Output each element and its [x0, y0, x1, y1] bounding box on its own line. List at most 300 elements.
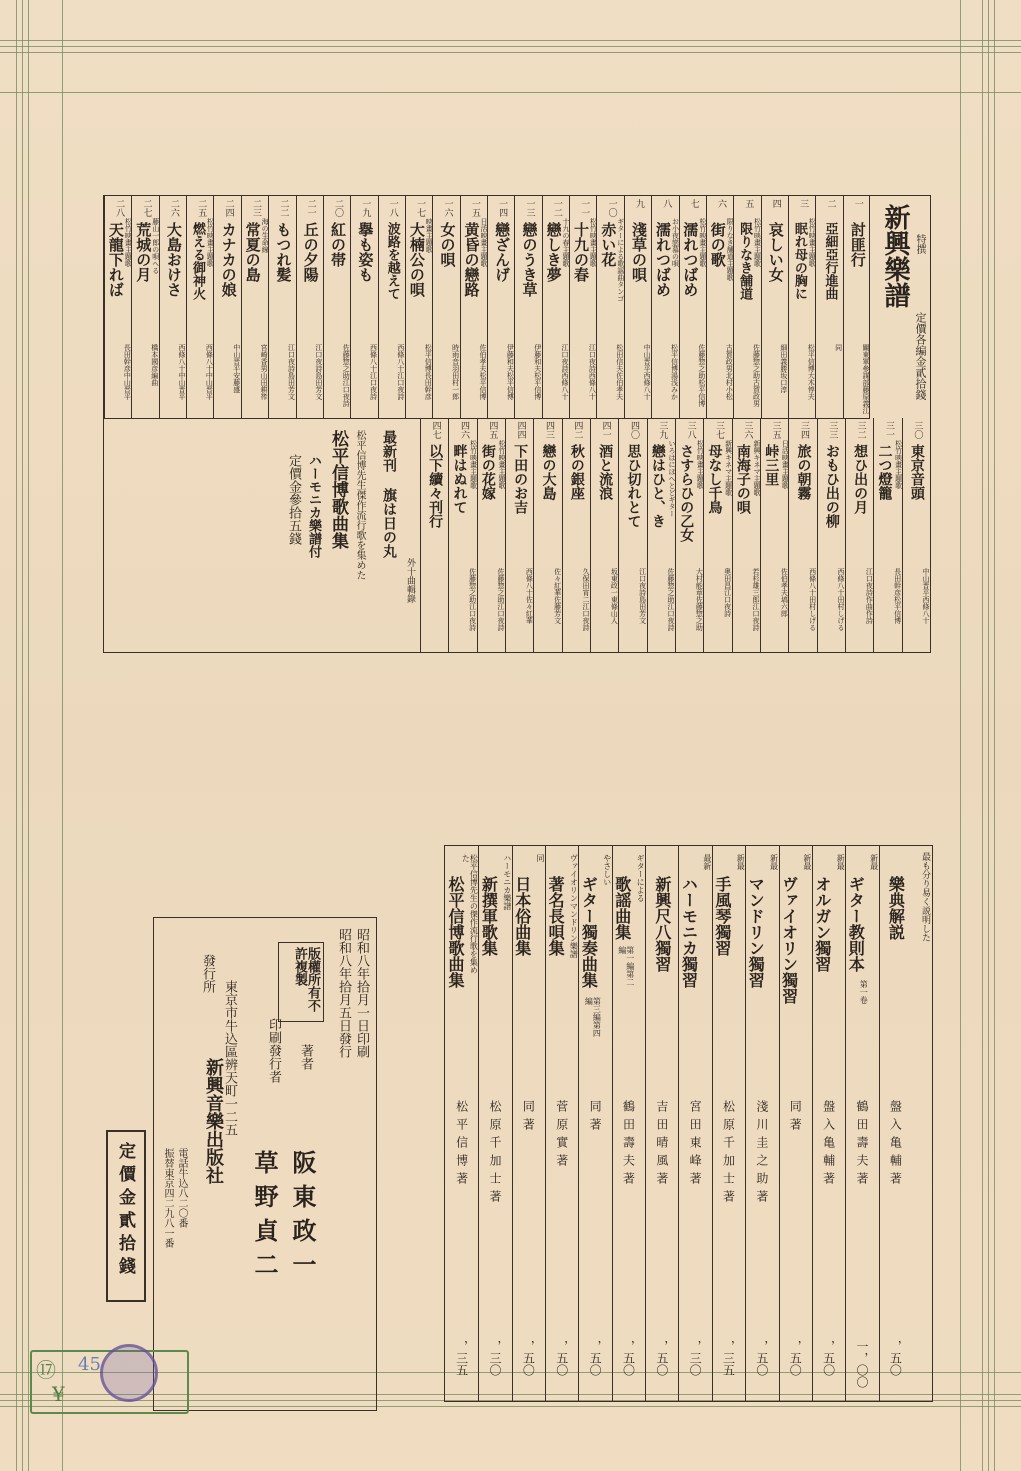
item-author: 江口夜詩島田芳文 [638, 568, 647, 624]
catalog-upper-row [104, 196, 870, 419]
item-author: 江口夜詩島田芳文 [314, 344, 323, 400]
item-number: 二六 [168, 199, 179, 217]
book-volume: 第三編第四編 [584, 997, 602, 1037]
book-label: ギターによる [636, 854, 646, 902]
book-price: ，三五 [454, 1340, 469, 1376]
item-number: 五 [743, 199, 754, 208]
item-number: 三五 [770, 421, 781, 439]
item-title: 哀しい女 [766, 222, 785, 282]
item-number: 四二 [572, 421, 583, 439]
item-author: 宮崎香男山田耕筰 [260, 344, 269, 400]
catalog-item [732, 418, 761, 652]
item-number: 二八 [114, 199, 125, 217]
item-number: 四七 [430, 421, 441, 439]
stamp-seal [100, 1344, 158, 1402]
collection-sub: 松平信博先生傑作流行歌を集めた [354, 430, 365, 580]
catalog-item [378, 196, 406, 418]
catalog-item [432, 196, 460, 418]
book-label: 新最 [736, 854, 746, 870]
item-number: 四六 [458, 421, 469, 439]
item-title: 荒城の月 [134, 222, 153, 282]
catalog-item [706, 196, 734, 418]
item-title: 擧も姿も [356, 222, 375, 282]
item-author: 西條八十佐々紅華 [525, 568, 534, 624]
book-price: ，五〇 [888, 1340, 903, 1376]
book-title: 歌謡曲集 [612, 876, 632, 940]
item-title: 街の花嫁 [479, 444, 496, 500]
book-title: ヴァイオリン獨習 [779, 876, 799, 1004]
collection-price: 定價金參拾五錢 [286, 454, 301, 545]
border-rule [982, 0, 983, 1471]
item-number: 四 [770, 199, 781, 208]
catalog-item [815, 196, 843, 418]
book-author: 盤入亀輔著 [821, 1100, 836, 1190]
item-title: 限りなき舗道 [737, 222, 753, 300]
item-author: 細田義勝坂口淳 [779, 344, 788, 393]
item-title: 秋の銀座 [568, 444, 585, 500]
item-author: 中山晋平西條八十 [643, 344, 652, 400]
book-price: ，五〇 [621, 1340, 636, 1376]
item-author: 佐藤惣之助江口夜詩 [496, 568, 505, 631]
item-number: 一 [852, 199, 863, 208]
item-subtitle: 日活映畫主題歌 [479, 218, 488, 267]
item-subtitle: 松竹映畫主題歌 [696, 440, 705, 489]
catalog-panel [103, 195, 931, 653]
item-author: 佐藤惣之助江口夜詩 [342, 344, 351, 407]
item-author: 大村能章佐藤惣之助 [695, 568, 704, 631]
item-title: 想ひ出の月 [852, 444, 869, 514]
item-title: 旅の朝霧 [795, 444, 812, 500]
item-subtitle: ギターによる歌謡曲タンゴ [616, 218, 625, 302]
catalog-item [505, 418, 534, 652]
book-title: マンドリン獨習 [746, 876, 766, 988]
book-label: 新最 [869, 854, 879, 870]
item-title: 討匪行 [848, 222, 867, 267]
book-author: 松原千加士著 [721, 1100, 736, 1208]
catalog-item [159, 196, 187, 418]
book-price: ，五〇 [788, 1340, 803, 1376]
item-title: 常夏の島 [243, 222, 262, 282]
catalog-item [104, 196, 132, 418]
border-rule [0, 52, 1021, 53]
item-title: 東京音頭 [908, 444, 925, 500]
book-price: ，五〇 [521, 1340, 536, 1376]
item-number: 四三 [543, 421, 554, 439]
item-number: 一六 [442, 199, 453, 217]
item-number: 四一 [600, 421, 611, 439]
book-label: 新最 [769, 854, 779, 870]
book-row [845, 846, 879, 1401]
item-number: 三九 [657, 421, 668, 439]
item-subtitle: 松竹映畫主題歌 [698, 218, 707, 267]
item-number: 一一 [579, 199, 590, 217]
border-rule [22, 0, 23, 1471]
book-author: 同著 [521, 1100, 536, 1136]
item-author: 西條八十江口夜詩 [369, 344, 378, 400]
catalog-item [651, 196, 679, 418]
book-row [812, 846, 846, 1401]
catalog-item [843, 196, 871, 418]
printer-name: 草野貞二 [250, 1150, 279, 1286]
item-author: 松平信博大木惇夫 [807, 344, 816, 400]
item-title: 赤い花 [599, 222, 618, 267]
item-author: 松田信夫佐伯孝夫 [615, 344, 624, 400]
item-title: 戀ざんげ [493, 222, 512, 282]
item-number: 三〇 [912, 421, 923, 439]
item-title: 以下續々刊行 [427, 444, 444, 528]
border-rule [988, 0, 989, 1471]
catalog-title-block [869, 196, 930, 418]
item-author: 關東軍參謀部藤原義江 [861, 344, 870, 414]
item-title: 淺草の唄 [629, 222, 648, 282]
item-author: 奥田昌江口夜詩 [723, 568, 732, 617]
item-number: 一〇 [606, 199, 617, 217]
issued-date: 昭和八年拾月五日發行 [336, 928, 351, 1058]
book-row [645, 846, 679, 1401]
item-author: 坂東政一東條山人 [610, 568, 619, 624]
item-number: 一九 [360, 199, 371, 217]
item-number: 三八 [685, 421, 696, 439]
book-row [445, 846, 479, 1401]
book-row [612, 846, 646, 1401]
catalog-latest-block [104, 418, 421, 652]
catalog-item [590, 418, 619, 652]
catalog-item [477, 418, 506, 652]
book-author: 鶴田壽夫著 [621, 1100, 636, 1190]
item-author: 松平信博湯浅みか [670, 344, 679, 400]
item-title: もつれ髪 [274, 222, 293, 282]
item-title: 母なし千鳥 [706, 444, 723, 514]
item-number: 三四 [798, 421, 809, 439]
book-price: ，五〇 [654, 1340, 669, 1376]
catalog-item [761, 196, 789, 418]
item-author: 若杉雄三郎江口夜詩 [751, 568, 760, 631]
item-author: 西條八十田村しげる [808, 568, 817, 631]
catalog-item [675, 418, 704, 652]
stamp-circle-mark: ⑰ [36, 1358, 56, 1382]
border-rule [0, 92, 1021, 93]
item-title: 二つ燈籠 [876, 444, 893, 500]
item-number: 二七 [141, 199, 152, 217]
item-subtitle: 松竹映畫主題歌 [808, 218, 817, 267]
item-title: 思ひ切れとて [625, 444, 642, 528]
book-author: 宮田東峰著 [688, 1100, 703, 1190]
item-author: 西條八十田村しげる [836, 568, 845, 631]
catalog-item [241, 196, 269, 418]
book-label: 新最 [836, 854, 846, 870]
border-rule [16, 0, 17, 1471]
book-price: ，三五 [721, 1340, 736, 1376]
catalog-item [323, 196, 351, 418]
item-author: 長田幹彦中山晋平 [123, 344, 132, 400]
catalog-item [845, 418, 874, 652]
book-row [578, 846, 612, 1401]
catalog-item [268, 196, 296, 418]
item-number: 二二 [278, 199, 289, 217]
item-subtitle: 映畫主題歌 [425, 218, 434, 253]
item-author: 橋本國彦編曲 [150, 344, 159, 386]
item-title: 濡れつばめ [681, 222, 700, 297]
catalog-item [817, 418, 846, 652]
publisher-name: 新興音樂出版社 [203, 1058, 224, 1184]
border-rule [28, 0, 29, 1471]
border-rule [994, 0, 995, 1471]
item-subtitle: 松竹映畫主題歌 [753, 218, 762, 267]
stamp-number: 45 [78, 1354, 101, 1375]
catalog-lower-row [420, 418, 930, 652]
item-subtitle: 松竹映畫主題歌 [124, 218, 133, 267]
item-title: 亞細亞行進曲 [822, 222, 838, 300]
book-volume: 第一編第二編 [617, 946, 635, 986]
book-label: ハーモニカ樂譜 [502, 854, 512, 910]
item-author: 中山晋平西條八十 [921, 568, 930, 624]
catalog-item [703, 418, 732, 652]
item-title: 南海子の唄 [734, 444, 751, 514]
address: 東京市牛込區辨天町一二五 [222, 980, 237, 1136]
item-title: 紅の帯 [329, 222, 348, 267]
catalog-item [420, 418, 449, 652]
item-author: 佐藤惣之助江口夜詩 [468, 568, 477, 631]
printer-label: 印刷發行者 [266, 1018, 281, 1083]
catalog-item [448, 418, 477, 652]
book-row [545, 846, 579, 1401]
border-rule [0, 40, 1021, 41]
item-author: 佐藤惣之助江口夜詩 [666, 568, 675, 631]
item-subtitle: 新興キネマ主題歌 [724, 440, 733, 496]
book-price: ，五〇 [554, 1340, 569, 1376]
book-title: 樂典解説 [886, 876, 906, 940]
book-price: 一，〇〇 [854, 1340, 869, 1388]
item-author: 西條八十中山晋平 [178, 344, 187, 400]
item-number: 四五 [487, 421, 498, 439]
book-label: 最新 [702, 854, 712, 870]
item-title: 戀しき夢 [544, 222, 563, 282]
catalog-item [562, 418, 591, 652]
book-label: 新最 [802, 854, 812, 870]
item-subtitle: お小夜戀慕の唄 [671, 218, 680, 267]
catalog-item [514, 196, 542, 418]
book-price: ，五〇 [754, 1340, 769, 1376]
collection-note: ハーモニカ樂譜付 [306, 454, 321, 558]
item-author: 佐伯孝夫松平信博 [478, 344, 487, 400]
item-number: 三六 [742, 421, 753, 439]
book-price: ，三〇 [688, 1340, 703, 1376]
item-number: 二一 [305, 199, 316, 217]
item-title: 戀のうき草 [520, 222, 539, 297]
item-title: 濡れつばめ [654, 222, 673, 297]
item-title: 天龍下れば [106, 222, 125, 297]
item-title: 女の唄 [438, 222, 457, 267]
collection-title: 松平信博歌曲集 [328, 430, 348, 549]
book-title: 新興尺八獨習 [652, 876, 672, 972]
item-author: 江口夜詩西條八十 [588, 344, 597, 400]
item-number: 四〇 [628, 421, 639, 439]
book-author: 鶴田壽夫著 [854, 1100, 869, 1190]
book-author: 吉田晴風著 [654, 1100, 669, 1190]
book-price: ，五〇 [821, 1340, 836, 1376]
book-label: 同 [536, 854, 546, 862]
item-number: 一七 [415, 199, 426, 217]
catalog-title: 新興樂譜 [880, 204, 910, 308]
item-number: 一四 [497, 199, 508, 217]
item-number: 二三 [250, 199, 261, 217]
item-author: 伊藤和夫松平信博 [506, 344, 515, 400]
catalog-item [487, 196, 515, 418]
book-author: 同著 [588, 1100, 603, 1136]
item-title: さすらひの乙女 [678, 444, 695, 542]
catalog-item [733, 196, 761, 418]
catalog-price-note: 定價各編金貳拾錢 [914, 312, 927, 400]
catalog-item [618, 418, 647, 652]
book-author: 菅原實著 [554, 1100, 569, 1172]
item-title: 戀はひと、き [649, 444, 666, 528]
price-box [106, 1130, 146, 1302]
book-title: ギター獨奏曲集 [579, 876, 599, 988]
item-number: 三 [798, 199, 809, 208]
book-author: 淺川圭之助著 [754, 1100, 769, 1208]
book-price: ，五〇 [588, 1340, 603, 1376]
item-number: 一三 [524, 199, 535, 217]
item-title: 戀の大島 [540, 444, 557, 500]
book-price: ，三〇 [488, 1340, 503, 1376]
item-subtitle: 海の生命線 [261, 218, 270, 253]
book-title: 日本俗曲集 [512, 876, 532, 956]
item-subtitle: 松竹映畫主題歌 [469, 440, 478, 489]
item-title: 眠れ母の胸に [791, 222, 807, 300]
item-title: 大楠公の唄 [407, 222, 426, 297]
catalog-item [350, 196, 378, 418]
catalog-item [186, 196, 214, 418]
book-row [512, 846, 546, 1401]
item-author: 江口夜詩西條八十 [561, 344, 570, 400]
item-title: 燃える御神火 [189, 222, 205, 300]
item-number: 三二 [855, 421, 866, 439]
rights-box [278, 942, 324, 1022]
item-author: 松平信博長田幹彦 [424, 344, 433, 400]
item-subtitle: いろはにほへとどギター [667, 440, 676, 517]
catalog-item [624, 196, 652, 418]
item-number: 二四 [223, 199, 234, 217]
catalog-item [902, 418, 931, 652]
item-author: 佐々紅華佐藤芳文 [553, 568, 562, 624]
book-row [745, 846, 779, 1401]
item-author: 古賀政男北村小松 [725, 344, 734, 400]
item-author: 中山晋平安藤盛 [232, 344, 241, 393]
item-number: 八 [661, 199, 672, 208]
book-list-panel [444, 845, 933, 1402]
item-author: 久保田宵二江口夜詩 [581, 568, 590, 631]
item-subtitle: 松竹映畫主題歌 [497, 440, 506, 489]
book-title: 松平信博歌曲集 [446, 876, 465, 988]
item-title: 黄昏の戀路 [462, 222, 481, 297]
item-subtitle: 新興キネマ主題歌 [752, 440, 761, 496]
item-title: 丘の夕陽 [301, 222, 320, 282]
book-title: 新撰軍歌集 [479, 876, 499, 956]
item-subtitle: 日活映畫主題歌 [781, 440, 790, 489]
book-title: 著名長唄集 [546, 876, 566, 956]
book-author: 松平信博著 [454, 1100, 469, 1190]
book-title: 手風琴獨習 [712, 876, 732, 956]
item-author: 佐藤惣之助古賀政男 [752, 344, 761, 407]
book-title: ハーモニカ獨習 [679, 876, 699, 988]
item-title: 畔はぬれて [451, 444, 468, 514]
printed-date: 昭和八年拾月一日印刷 [354, 928, 369, 1058]
item-subtitle: 松竹映畫主題歌 [894, 440, 903, 489]
catalog-item [873, 418, 902, 652]
price-text: 定價金貳拾錢 [115, 1142, 135, 1280]
item-author: 西條八十中山晋平 [205, 344, 214, 400]
item-number: 二五 [196, 199, 207, 217]
latest-title: 旗は日の丸 [381, 488, 397, 558]
latest-label: 最新刊 [381, 430, 397, 472]
catalog-item [405, 196, 433, 418]
item-number: 一二 [551, 199, 562, 217]
border-rule [62, 0, 63, 1471]
book-label: ヴァイオリンマンドリン樂譜 [569, 854, 579, 958]
catalog-item [533, 418, 562, 652]
item-number: 三七 [713, 421, 724, 439]
book-row [712, 846, 746, 1401]
item-number: 四四 [515, 421, 526, 439]
border-rule [960, 0, 961, 1471]
book-author: 同著 [788, 1100, 803, 1136]
item-subtitle: 限りなき舗道主題歌 [726, 218, 735, 281]
book-row [679, 846, 713, 1401]
border-rule [0, 46, 1021, 47]
item-subtitle: 松竹映畫主題歌 [206, 218, 215, 267]
item-author: 江口夜詩作曲作詩 [865, 568, 874, 624]
item-number: 二〇 [333, 199, 344, 217]
item-title: 大島おけさ [164, 222, 183, 297]
item-number: 九 [633, 199, 644, 208]
item-author: 同 [834, 344, 843, 351]
item-author: 西條八十江口夜詩 [396, 344, 405, 400]
item-title: 波路を越えて [384, 222, 400, 300]
item-number: 三三 [827, 421, 838, 439]
catalog-item [131, 196, 159, 418]
item-author: 佐伯孝夫塙六郎 [780, 568, 789, 617]
book-label: やさしい [602, 854, 612, 886]
item-author: 伊藤和夫松平信博 [533, 344, 542, 400]
catalog-badge: 特撰 [914, 234, 925, 254]
stamp-yen: ¥ [52, 1382, 65, 1406]
book-title: ギター教則本 [846, 876, 866, 972]
item-title: 街の歌 [708, 222, 727, 267]
catalog-item [679, 196, 707, 418]
book-row [879, 846, 912, 1401]
item-number: 一五 [469, 199, 480, 217]
item-title: 十九の春 [571, 222, 590, 282]
book-title: オルガン獨習 [812, 876, 832, 972]
author-label: 著者 [298, 1044, 313, 1070]
catalog-item [788, 418, 817, 652]
item-title: おもひ出の柳 [823, 444, 840, 528]
item-author: 佐藤惣之助松平信博 [697, 344, 706, 407]
latest-extra: 外十曲輯錄 [405, 558, 415, 603]
colophon-box [153, 917, 377, 1411]
item-author: 江口夜詩島田芳文 [287, 344, 296, 400]
phone: 電話牛込八二〇番 [176, 1148, 187, 1228]
item-subtitle: 松竹映畫主題歌 [589, 218, 598, 267]
catalog-item [596, 196, 624, 418]
publisher-label: 發行所 [200, 954, 215, 993]
item-title: 峠三里 [763, 444, 780, 486]
book-row [779, 846, 813, 1401]
item-title: カナカの娘 [219, 222, 238, 297]
author-name: 阪東政一 [288, 1150, 317, 1286]
books-header-lead: 最も分り易く説明した [920, 852, 930, 942]
rights-text: 版權所有不許複製 [292, 947, 320, 1012]
